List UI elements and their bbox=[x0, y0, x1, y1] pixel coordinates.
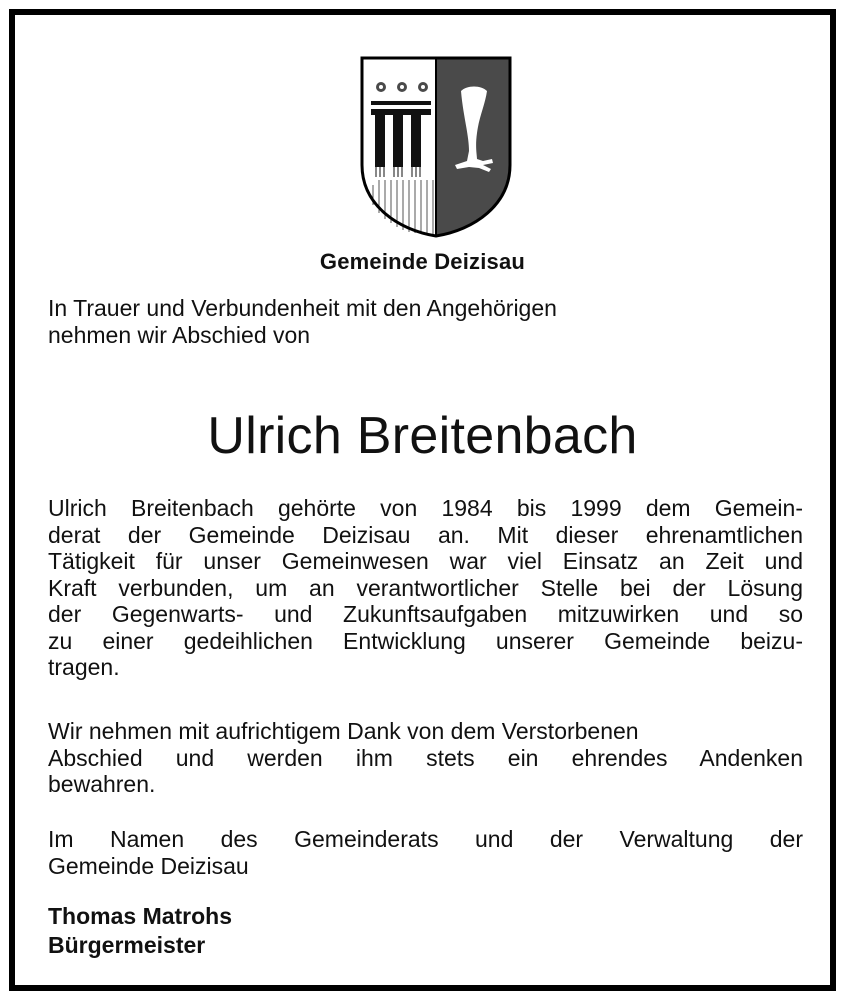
intro-line: In Trauer und Verbundenheit mit den Angehörigen bbox=[48, 295, 557, 321]
obituary-notice bbox=[9, 9, 836, 991]
intro-line: nehmen wir Abschied von bbox=[48, 322, 311, 348]
municipality-heading: Gemeinde Deizisau bbox=[319, 249, 526, 274]
paragraph-line: tragen. bbox=[48, 654, 120, 680]
paragraph-line: bewahren. bbox=[48, 771, 156, 797]
paragraph-line: Ulrich Breitenbach gehörte von 1984 bis 1999 dem Gemein- bbox=[48, 495, 803, 521]
paragraph-line: derat der Gemeinde Deizisau an. Mit dieser ehrenamtlichen bbox=[48, 521, 803, 548]
signature-block bbox=[48, 902, 232, 960]
paragraph-line: Im Namen des Gemeinderats und der Verwaltung der bbox=[48, 826, 803, 852]
paragraph-line: zu einer gedeihlichen Entwicklung unserer Gemeinde beizu- bbox=[48, 627, 803, 654]
deceased-name: Ulrich Breitenbach bbox=[207, 407, 638, 465]
paragraph-line: Wir nehmen mit aufrichtigem Dank von dem Verstorbenen bbox=[48, 718, 639, 744]
signatory-name: Thomas Matrohs bbox=[48, 903, 233, 929]
gratitude-paragraph bbox=[48, 718, 803, 798]
paragraph-line: Kraft verbunden, um an verantwortlicher Stelle bei der Lösung bbox=[48, 574, 803, 601]
paragraph-line: Tätigkeit für unser Gemeinwesen war viel Einsatz an Zeit und bbox=[48, 548, 803, 574]
coat-of-arms-icon bbox=[359, 55, 513, 239]
paragraph-line: der Gegenwarts- und Zukunftsaufgaben mitzuwirken und so bbox=[48, 601, 803, 627]
on-behalf-paragraph bbox=[48, 826, 803, 879]
paragraph-line: Gemeinde Deizisau bbox=[48, 852, 249, 879]
intro-text bbox=[48, 295, 808, 349]
signatory-title: Bürgermeister bbox=[48, 932, 206, 958]
tribute-paragraph bbox=[48, 495, 803, 681]
paragraph-line: Abschied und werden ihm stets ein ehrendes Andenken bbox=[48, 744, 803, 771]
